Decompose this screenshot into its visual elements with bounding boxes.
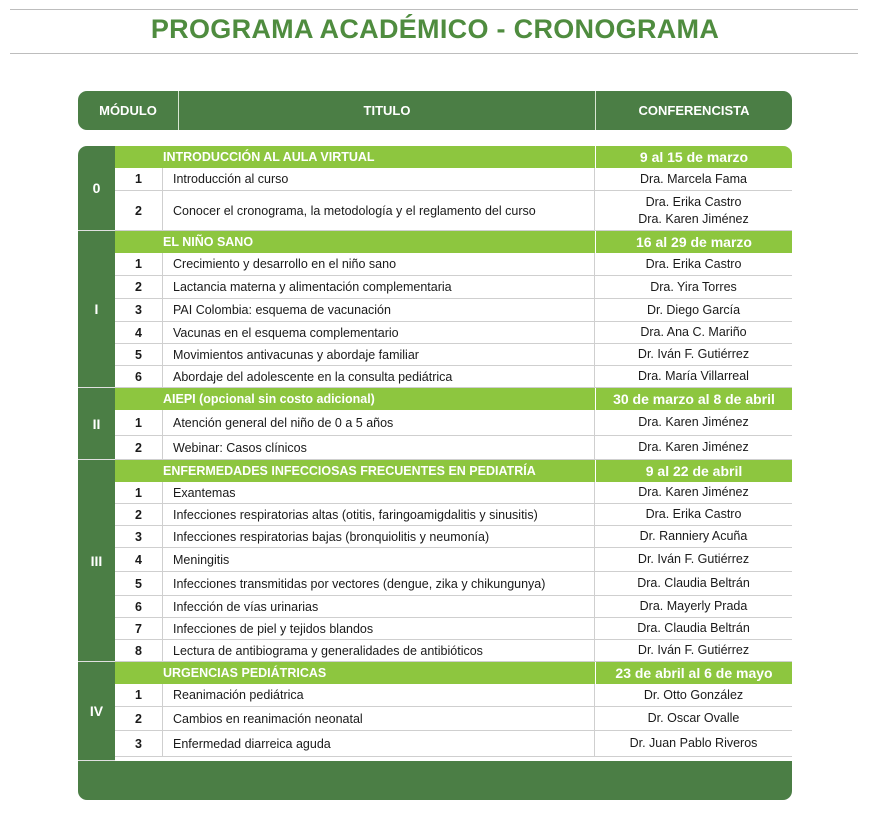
section-header (115, 231, 792, 253)
item-speakers (595, 596, 792, 617)
item-number: 4 (115, 548, 163, 571)
item-speakers (595, 168, 792, 190)
speaker-name: Dr. Oscar Ovalle (647, 711, 740, 725)
item-title: Enfermedad diarreica aguda (163, 731, 595, 756)
table-row (115, 684, 792, 707)
table-header (78, 91, 792, 130)
item-speakers (595, 640, 792, 661)
item-title: Lectura de antibiograma y generalidades de antibióticos (163, 640, 595, 661)
section-dates: 9 al 22 de abril (595, 460, 792, 482)
item-speakers (595, 526, 792, 547)
item-title: Infecciones respiratorias bajas (bronquiolitis y neumonía) (163, 526, 595, 547)
module-label (78, 460, 115, 662)
item-number: 2 (115, 276, 163, 298)
speaker-name: Dr. Juan Pablo Riveros (629, 736, 758, 750)
speaker-name: Dr. Otto González (643, 687, 744, 702)
table-row (115, 191, 792, 231)
bottom-rule (10, 53, 858, 54)
speaker-name: Dra. Ana C. Mariño (640, 325, 747, 339)
speaker-name: Dra. Erika Castro (645, 507, 742, 521)
schedule-body (115, 146, 792, 761)
speaker-name: Dr. Ranniery Acuña (639, 529, 748, 543)
item-title: Cambios en reanimación neonatal (163, 707, 595, 730)
table-row (115, 572, 792, 596)
item-number: 1 (115, 168, 163, 190)
item-title: Lactancia materna y alimentación complementaria (163, 276, 595, 298)
speaker-name: Dra. Claudia Beltrán (637, 576, 750, 590)
speaker-name: Dra. Karen Jiménez (638, 211, 749, 226)
item-speakers (595, 410, 792, 435)
item-number: 2 (115, 191, 163, 230)
table-row (115, 436, 792, 460)
item-title: PAI Colombia: esquema de vacunación (163, 299, 595, 321)
item-number: 4 (115, 322, 163, 343)
section-dates: 23 de abril al 6 de mayo (595, 662, 792, 684)
item-speakers (595, 322, 792, 343)
item-title: Infecciones transmitidas por vectores (dengue, zika y chikungunya) (163, 572, 595, 595)
item-number: 5 (115, 344, 163, 365)
section-header (115, 388, 792, 410)
item-title: Introducción al curso (163, 168, 595, 190)
item-speakers (595, 253, 792, 275)
item-title: Vacunas en el esquema complementario (163, 322, 595, 343)
speaker-name: Dra. Claudia Beltrán (637, 621, 750, 635)
item-speakers (595, 707, 792, 730)
speaker-name: Dra. Erika Castro (645, 256, 742, 271)
item-speakers (595, 482, 792, 503)
table-row (115, 618, 792, 640)
speaker-name: Dra. Karen Jiménez (638, 440, 749, 454)
table-row (115, 344, 792, 366)
table-row (115, 526, 792, 548)
section-header (115, 460, 792, 482)
module-label (78, 231, 115, 388)
item-title: Infección de vías urinarias (163, 596, 595, 617)
table-row (115, 731, 792, 757)
table-row (115, 482, 792, 504)
item-number: 2 (115, 504, 163, 525)
item-speakers (595, 504, 792, 525)
speaker-name: Dr. Iván F. Gutiérrez (637, 643, 750, 657)
item-title: Atención general del niño de 0 a 5 años (163, 410, 595, 435)
item-speakers (595, 731, 792, 756)
item-speakers (595, 366, 792, 387)
module-number: II (92, 415, 101, 432)
item-number: 6 (115, 366, 163, 387)
module-label (78, 388, 115, 460)
item-speakers (595, 299, 792, 321)
table-row (115, 322, 792, 344)
top-rule (10, 9, 858, 10)
item-speakers (595, 572, 792, 595)
item-speakers (595, 276, 792, 298)
item-number: 1 (115, 410, 163, 435)
table-row (115, 168, 792, 191)
item-speakers (595, 191, 792, 230)
section-header (115, 146, 792, 168)
module-number: IV (89, 703, 104, 719)
item-title: Exantemas (163, 482, 595, 503)
module-number: III (90, 552, 103, 569)
item-speakers (595, 344, 792, 365)
item-number: 7 (115, 618, 163, 639)
item-speakers (595, 548, 792, 571)
speaker-name: Dra. Karen Jiménez (638, 415, 749, 429)
item-number: 8 (115, 640, 163, 661)
header-speaker: CONFERENCISTA (595, 91, 792, 130)
speaker-name: Dra. Marcela Fama (640, 171, 747, 186)
page-title: PROGRAMA ACADÉMICO - CRONOGRAMA (150, 14, 720, 44)
speaker-name: Dr. Iván F. Gutiérrez (637, 552, 750, 566)
item-speakers (595, 436, 792, 459)
table-row (115, 640, 792, 662)
item-title: Infecciones de piel y tejidos blandos (163, 618, 595, 639)
section-dates: 16 al 29 de marzo (595, 231, 792, 253)
header-title: TITULO (178, 91, 595, 130)
item-title: Conocer el cronograma, la metodología y el reglamento del curso (163, 191, 595, 230)
module-number: 0 (92, 180, 101, 196)
item-title: Abordaje del adolescente en la consulta pediátrica (163, 366, 595, 387)
section-title: EL NIÑO SANO (163, 235, 254, 249)
header-module: MÓDULO (99, 103, 157, 118)
item-number: 1 (115, 253, 163, 275)
speaker-name: Dra. María Villarreal (638, 369, 749, 383)
section-title: AIEPI (opcional sin costo adicional) (163, 392, 375, 406)
speaker-name: Dr. Diego García (646, 302, 741, 317)
speaker-name: Dra. Erika Castro (645, 194, 742, 209)
item-number: 1 (115, 482, 163, 503)
section-title: ENFERMEDADES INFECCIOSAS FRECUENTES EN PEDIATRÍA (163, 464, 536, 478)
item-number: 5 (115, 572, 163, 595)
item-number: 2 (115, 436, 163, 459)
table-row (115, 596, 792, 618)
section-header (115, 662, 792, 684)
item-title: Infecciones respiratorias altas (otitis, faringoamigdalitis y sinusitis) (163, 504, 595, 525)
table-row (115, 707, 792, 731)
item-title: Reanimación pediátrica (163, 684, 595, 706)
item-number: 3 (115, 299, 163, 321)
schedule-table (78, 146, 792, 800)
table-row (115, 410, 792, 436)
item-title: Webinar: Casos clínicos (163, 436, 595, 459)
module-number: I (94, 301, 99, 317)
module-label (78, 146, 115, 231)
speaker-name: Dra. Yira Torres (650, 279, 737, 294)
module-label (78, 662, 115, 761)
item-number: 1 (115, 684, 163, 706)
item-speakers (595, 618, 792, 639)
item-number: 6 (115, 596, 163, 617)
speaker-name: Dra. Mayerly Prada (639, 599, 748, 613)
item-number: 2 (115, 707, 163, 730)
section-dates: 9 al 15 de marzo (595, 146, 792, 168)
table-row (115, 548, 792, 572)
speaker-name: Dra. Karen Jiménez (638, 485, 749, 499)
item-speakers (595, 684, 792, 706)
speaker-name: Dr. Iván F. Gutiérrez (637, 347, 750, 361)
table-row (115, 276, 792, 299)
item-number: 3 (115, 526, 163, 547)
table-row (115, 299, 792, 322)
table-row (115, 504, 792, 526)
section-dates: 30 de marzo al 8 de abril (595, 388, 792, 410)
item-number: 3 (115, 731, 163, 756)
table-row (115, 253, 792, 276)
section-title: URGENCIAS PEDIÁTRICAS (163, 666, 327, 680)
item-title: Crecimiento y desarrollo en el niño sano (163, 253, 595, 275)
section-title: INTRODUCCIÓN AL AULA VIRTUAL (163, 150, 375, 164)
item-title: Meningitis (163, 548, 595, 571)
item-title: Movimientos antivacunas y abordaje familiar (163, 344, 595, 365)
table-row (115, 366, 792, 388)
